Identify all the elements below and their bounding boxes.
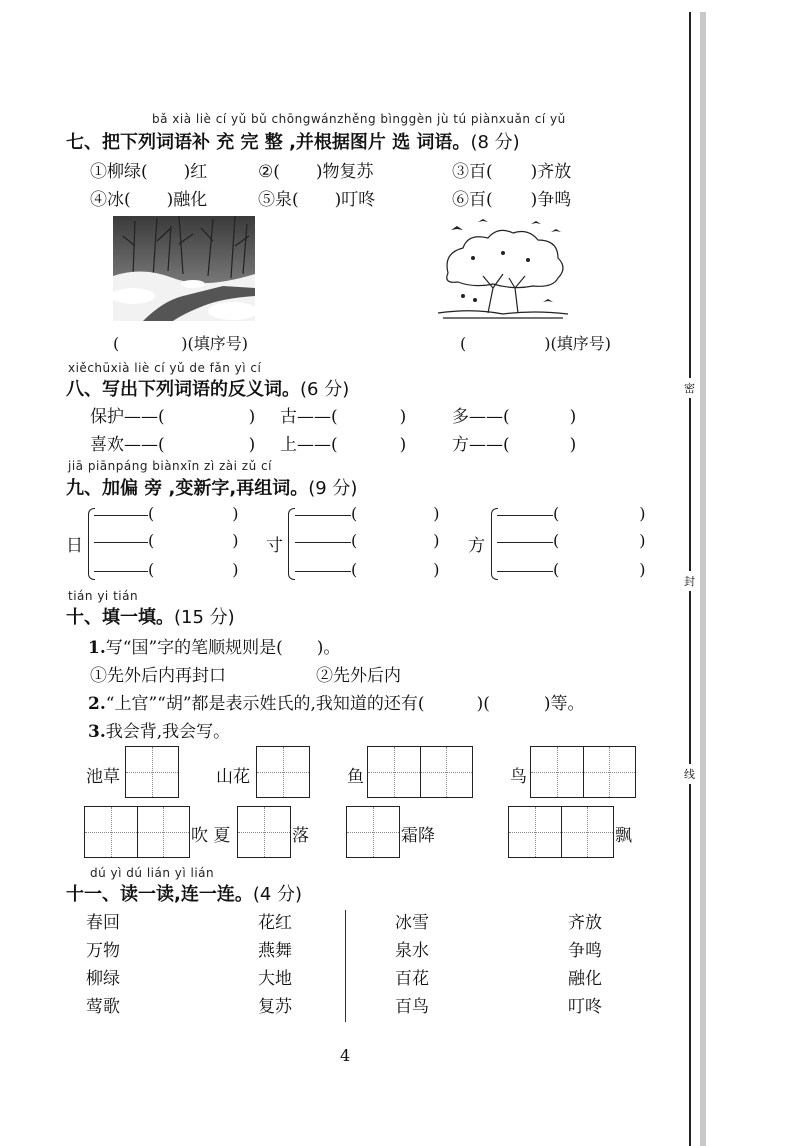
match-word[interactable]: 复苏 [258,997,292,1017]
s10-q1-opt-1[interactable]: ①先外后内再封口 [90,666,226,686]
s8-pinyin: xiěchūxià liè cí yǔ de fǎn yì cí [68,361,262,375]
s10-row2-label-2: 落 [292,826,309,846]
writing-box-double[interactable] [508,806,614,858]
s9-pinyin: jiā piānpáng biànxīn zì zài zǔ cí [68,459,272,473]
s9-root-3: 方 [468,536,485,556]
match-word[interactable]: 百鸟 [395,997,429,1017]
match-word[interactable]: 百花 [395,969,429,989]
side-label-xian: 线 [684,764,695,784]
s10-row1-label-2: 山花 [216,767,250,787]
s9-row-1-1[interactable]: ( ) [94,504,239,523]
s9-row-3-2[interactable]: ( ) [497,531,646,550]
writing-box-double[interactable] [530,746,636,798]
s10-q1-opt-2[interactable]: ②先外后内 [316,666,401,686]
s10-q3: 3.我会背,我会写。 [88,722,231,742]
s8-item-5[interactable]: 上——( ) [280,435,407,455]
writing-box[interactable] [346,806,400,858]
s10-row2-label-4: 飘 [615,826,632,846]
s10-row1-label-3: 鱼 [347,767,364,787]
writing-box[interactable] [125,746,179,798]
match-word[interactable]: 争鸣 [568,941,602,961]
s7-caption-right[interactable]: ( )(填序号) [460,334,611,353]
s7-item-6[interactable]: ⑥百( )争鸣 [452,190,572,210]
s10-q2[interactable]: 2.“上官”“胡”都是表示姓氏的,我知道的还有( )( )等。 [88,694,585,714]
s11-title: 十一、读一读,连一连。(4 分) [66,884,303,905]
snow-stream-photo [113,216,255,321]
page-number: 4 [340,1046,351,1065]
writing-box-double[interactable] [367,746,473,798]
match-word[interactable]: 齐放 [568,913,602,933]
s7-title-text: 七、把下列词语补 充 完 整 ,并根据图片 选 词语。 [66,132,471,153]
s9-root-1: 日 [66,536,83,556]
s11-divider [345,910,346,1022]
s7-pinyin: bǎ xià liè cí yǔ bǔ chōngwánzhěng bìnggèn jù tú piànxuǎn cí yǔ [152,112,566,126]
s11-col-1 [86,909,120,1021]
s10-row1-label-1: 池草 [86,767,120,787]
s9-row-2-2[interactable]: ( ) [295,531,440,550]
s11-col-3 [395,909,429,1021]
s7-score: (8 分) [470,132,520,153]
s8-item-4[interactable]: 喜欢——( ) [90,435,256,455]
s9-title: 九、加偏 旁 ,变新字,再组词。(9 分) [66,478,358,499]
match-word[interactable]: 大地 [258,969,292,989]
writing-box-double[interactable] [84,806,190,858]
s7-item-3[interactable]: ③百( )齐放 [452,162,572,182]
s10-row2-label-3: 霜降 [401,826,435,846]
match-word[interactable]: 燕舞 [258,941,292,961]
s8-title: 八、写出下列词语的反义词。(6 分) [66,379,350,400]
s11-col-2 [258,909,292,1021]
s9-row-1-2[interactable]: ( ) [94,531,239,550]
s9-row-3-3[interactable]: ( ) [497,560,646,579]
match-word[interactable]: 春回 [86,913,120,933]
match-word[interactable]: 花红 [258,913,292,933]
s7-title [66,128,520,154]
match-word[interactable]: 柳绿 [86,969,120,989]
writing-box[interactable] [256,746,310,798]
s9-row-3-1[interactable]: ( ) [497,504,646,523]
match-word[interactable]: 融化 [568,969,602,989]
s7-caption-left[interactable]: ( )(填序号) [113,334,248,353]
s8-item-6[interactable]: 方——( ) [452,435,577,455]
s7-item-4[interactable]: ④冰( )融化 [90,190,208,210]
writing-box[interactable] [237,806,291,858]
match-word[interactable]: 泉水 [395,941,429,961]
s9-brace-2 [288,508,295,580]
s9-row-2-1[interactable]: ( ) [295,504,440,523]
s10-title: 十、填一填。(15 分) [66,607,235,628]
s9-row-2-3[interactable]: ( ) [295,560,440,579]
s11-col-4 [568,909,602,1021]
side-label-mi: 密 [684,378,695,398]
match-word[interactable]: 莺歌 [86,997,120,1017]
s10-row1-label-4: 鸟 [510,767,527,787]
binding-line-thick [700,12,706,1146]
s9-root-2: 寸 [266,536,283,556]
s10-pinyin: tián yi tián [68,589,139,603]
s8-item-3[interactable]: 多——( ) [452,407,577,427]
tree-birds-drawing [433,218,571,320]
match-word[interactable]: 叮咚 [568,997,602,1017]
side-label-feng: 封 [684,571,695,591]
s8-item-1[interactable]: 保护——( ) [90,407,256,427]
s9-row-1-3[interactable]: ( ) [94,560,239,579]
match-word[interactable]: 冰雪 [395,913,429,933]
s7-item-2[interactable]: ②( )物复苏 [258,162,374,182]
s10-row2-label-1: 吹 夏 [191,826,231,846]
s7-item-5[interactable]: ⑤泉( )叮咚 [258,190,376,210]
s8-item-2[interactable]: 古——( ) [280,407,407,427]
s11-pinyin: dú yì dú lián yì lián [90,866,215,880]
s10-q1[interactable]: 1.写“国”字的笔顺规则是( )。 [88,638,341,658]
match-word[interactable]: 万物 [86,941,120,961]
s7-item-1[interactable]: ①柳绿( )红 [90,162,208,182]
